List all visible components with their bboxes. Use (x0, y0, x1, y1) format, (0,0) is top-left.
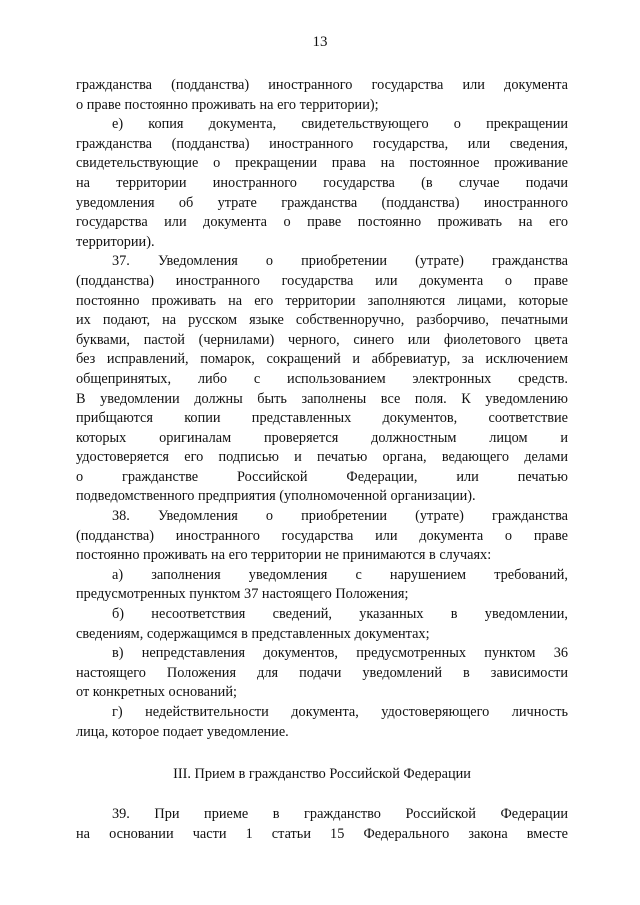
text-line: на территории иностранного государства (в случае подачи (76, 174, 568, 191)
text-line: В уведомлении должны быть заполнены все поля. К уведомлению (76, 390, 568, 407)
text-line: на основании части 1 статьи 15 Федерального закона вместе (76, 825, 568, 842)
text-line: постоянно проживать на его территории не принимаются в случаях: (76, 547, 492, 564)
text-line: 37. Уведомления о приобретении (утрате) гражданства (112, 253, 568, 270)
text-line: в) непредставления документов, предусмотренных пунктом 36 (112, 645, 568, 662)
text-line: е) копия документа, свидетельствующего о прекращении (112, 116, 568, 133)
text-line: уведомления об утрате гражданства (подданства) иностранного (76, 194, 568, 211)
text-line: от конкретных оснований; (76, 684, 237, 701)
text-line: (подданства) иностранного государства или документа о праве (76, 272, 568, 289)
text-line: подведомственного предприятия (уполномоченной организации). (76, 488, 476, 505)
text-line: территории). (76, 233, 155, 250)
text-line: (подданства) иностранного государства или документа о праве (76, 527, 568, 544)
text-line: которых оригиналам проверяется должностным лицом и (76, 429, 568, 446)
text-line: предусмотренных пунктом 37 настоящего Положения; (76, 586, 409, 603)
text-line: прибщаются копии представленных документов, соответствие (76, 410, 568, 427)
text-line: без исправлений, помарок, сокращений и аббревиатур, за исключением (76, 351, 568, 368)
text-line: постоянно проживать на его территории заполняются лицами, которые (76, 292, 568, 309)
text-line: 38. Уведомления о приобретении (утрате) гражданства (112, 508, 568, 525)
text-line: гражданства (подданства) иностранного государства или документа (76, 77, 568, 93)
text-line: а) заполнения уведомления с нарушением требований, (112, 566, 568, 583)
text-line: общепринятых, либо с использованием электронных средств. (76, 370, 568, 387)
text-line: государства или документа о праве постоянно проживать на его (76, 214, 568, 231)
text-line: б) несоответствия сведений, указанных в уведомлении, (112, 606, 568, 623)
text-line: о гражданстве Российской Федерации, или печатью (76, 468, 568, 485)
text-line: удостоверяется его подписью и печатью органа, ведающего делами (76, 449, 568, 466)
text-line: 39. При приеме в гражданство Российской Федерации (112, 806, 568, 823)
text-line: о праве постоянно проживать на его территории); (76, 96, 379, 113)
text-line: лица, которое подает уведомление. (76, 723, 289, 740)
text-line: свидетельствующие о прекращении права на постоянное проживание (76, 155, 568, 172)
text-line: настоящего Положения для подачи уведомлений в зависимости (76, 664, 568, 681)
section-heading: III. Прием в гражданство Российской Федерации (173, 766, 471, 783)
text-line: сведениям, содержащимся в представленных документах; (76, 625, 430, 642)
text-line: буквами, пастой (чернилами) черного, синего или фиолетового цвета (76, 331, 568, 348)
paragraph-group-2 (76, 805, 568, 844)
paragraph-group-1 (76, 76, 568, 742)
text-line: их подают, на русском языке собственноручно, разборчиво, печатными (76, 312, 568, 329)
document-body (76, 76, 568, 844)
text-line: гражданства (подданства) иностранного государства, или сведения, (76, 135, 568, 152)
page-number: 13 (312, 34, 328, 50)
text-line: г) недействительности документа, удостоверяющего личность (112, 704, 568, 720)
